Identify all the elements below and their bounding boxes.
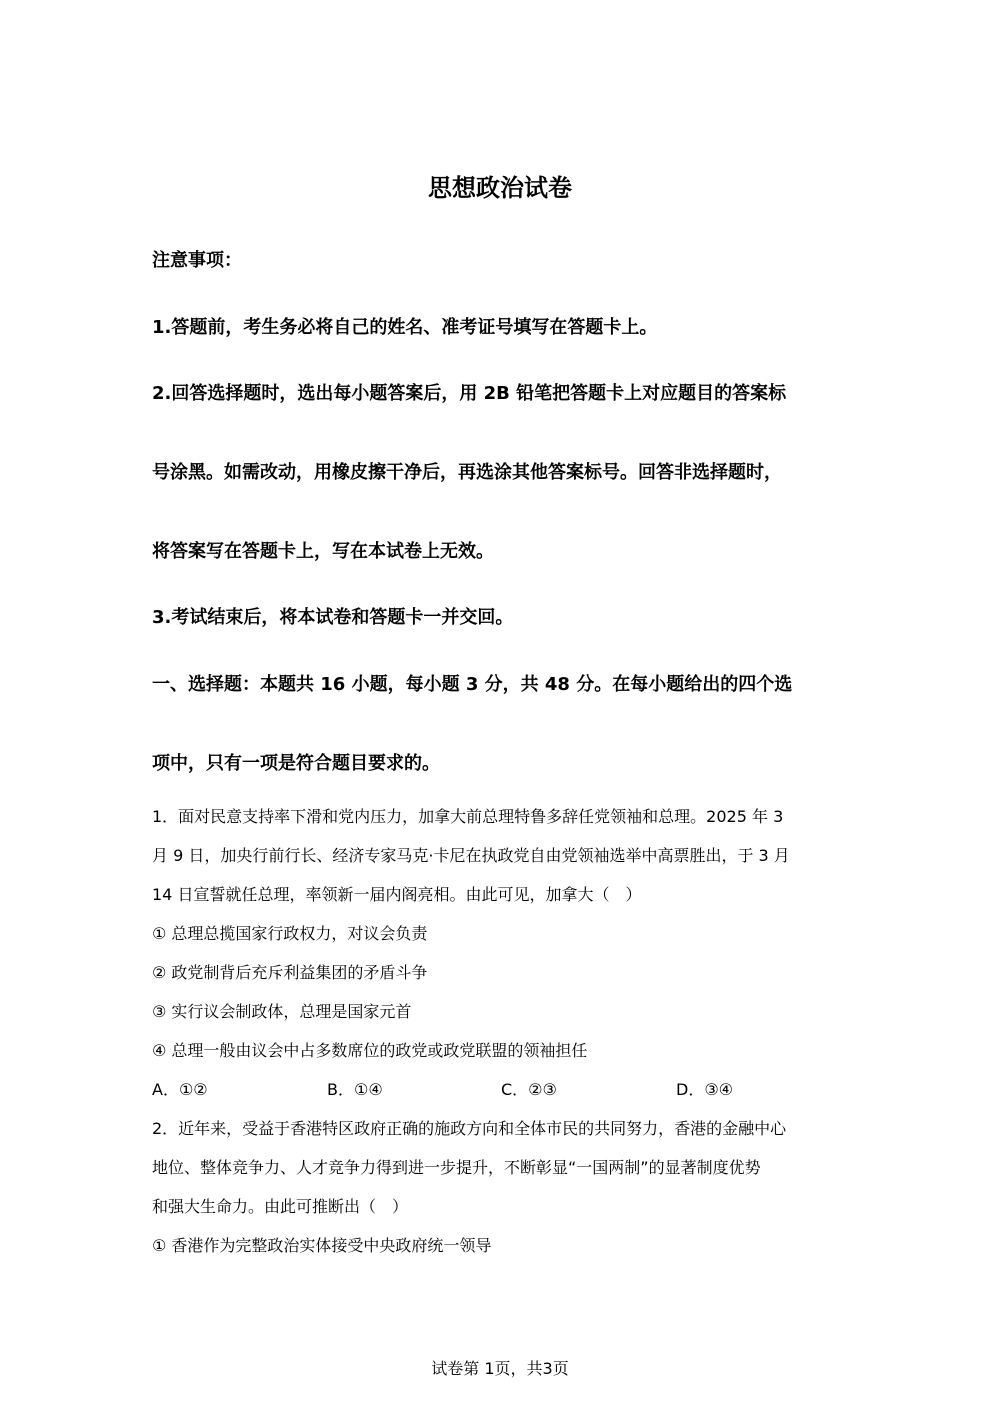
question-1-statement-2: ② 政党制背后充斥利益集团的矛盾斗争 [152,963,428,982]
question-1-option-c: C．②③ [501,1080,557,1099]
question-1-statement-4: ④ 总理一般由议会中占多数席位的政党或政党联盟的领袖担任 [152,1041,588,1060]
notice-item-3: 3.考试结束后，将本试卷和答题卡一并交回。 [152,607,514,628]
question-1-option-d: D．③④ [676,1080,734,1099]
question-2-line-2: 地位、整体竞争力、人才竞争力得到进一步提升，不断彰显“一国两制”的显著制度优势 [152,1158,761,1177]
page-footer: 试卷第 1页，共3页 [431,1359,569,1378]
notice-item-1: 1.答题前，考生务必将自己的姓名、准考证号填写在答题卡上。 [152,317,658,338]
question-1-line-3: 14 日宣誓就任总理，率领新一届内阁亮相。由此可见，加拿大（ ） [152,885,642,904]
question-2-line-1: 2．近年来，受益于香港特区政府正确的施政方向和全体市民的共同努力，香港的金融中心 [152,1119,787,1138]
page-title: 思想政治试卷 [428,174,572,202]
question-1-statement-1: ① 总理总揽国家行政权力，对议会负责 [152,924,428,943]
question-1-statement-3: ③ 实行议会制政体，总理是国家元首 [152,1002,412,1021]
notice-item-2-line-1: 2.回答选择题时，选出每小题答案后，用 2B 铅笔把答题卡上对应题目的答案标 [152,383,787,404]
question-2-statement-1: ① 香港作为完整政治实体接受中央政府统一领导 [152,1236,492,1255]
question-1-line-1: 1．面对民意支持率下滑和党内压力，加拿大前总理特鲁多辞任党领袖和总理。2025 年 3 [152,807,784,826]
question-1-line-2: 月 9 日，加央行前行长、经济专家马克·卡尼在执政党自由党领袖选举中高票胜出，于 3 月 [152,846,790,865]
question-1-option-a: A．①② [152,1080,208,1099]
notice-item-2-line-3: 将答案写在答题卡上，写在本试卷上无效。 [152,541,494,562]
question-1-option-b: B．①④ [327,1080,383,1099]
section-heading-line-1: 一、选择题：本题共 16 小题，每小题 3 分，共 48 分。在每小题给出的四个选 [152,674,793,695]
notice-item-2-line-2: 号涂黑。如需改动，用橡皮擦干净后，再选涂其他答案标号。回答非选择题时， [152,462,782,483]
section-heading-line-2: 项中，只有一项是符合题目要求的。 [152,753,440,774]
question-2-line-3: 和强大生命力。由此可推断出（ ） [152,1197,409,1216]
notice-heading: 注意事项： [152,250,242,271]
